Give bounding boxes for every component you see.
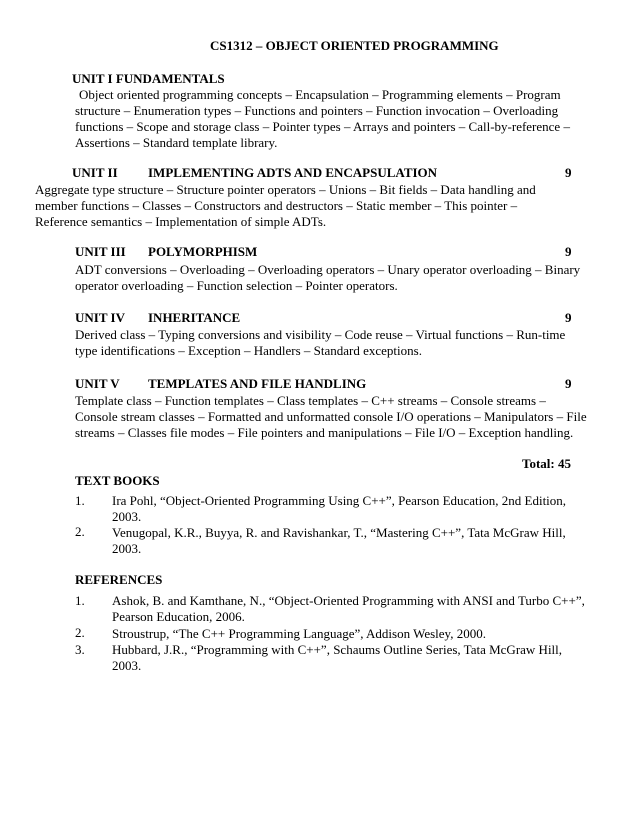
body-line: streams – Classes file modes – File pointers and manipulations – File I/O – Exception handling. xyxy=(75,425,574,440)
unit-title: TEMPLATES AND FILE HANDLING xyxy=(148,376,367,391)
unit-hours: 9 xyxy=(565,310,572,325)
unit-hours: 9 xyxy=(565,165,572,180)
body-line: Reference semantics – Implementation of simple ADTs. xyxy=(35,214,327,229)
list-item-line: Pearson Education, 2006. xyxy=(112,609,245,624)
list-number: 1. xyxy=(75,593,85,608)
list-item-line: 2003. xyxy=(112,509,142,524)
list-item-line: Ira Pohl, “Object-Oriented Programming Using C++”, Pearson Education, 2nd Edition, xyxy=(112,493,567,508)
body-line: ADT conversions – Overloading – Overloading operators – Unary operator overloading – Binary xyxy=(75,262,581,277)
list-number: 2. xyxy=(75,524,85,539)
page-title: CS1312 – OBJECT ORIENTED PROGRAMMING xyxy=(210,38,499,53)
list-number: 3. xyxy=(75,642,85,657)
unit-label: UNIT III xyxy=(75,244,126,259)
list-number: 2. xyxy=(75,625,85,640)
list-number: 1. xyxy=(75,493,85,508)
list-item-line: 2003. xyxy=(112,658,142,673)
unit-title: INHERITANCE xyxy=(148,310,241,325)
body-line: Assertions – Standard template library. xyxy=(75,135,278,150)
list-item-line: Ashok, B. and Kamthane, N., “Object-Oriented Programming with ANSI and Turbo C++”, xyxy=(112,593,585,608)
unit-hours: 9 xyxy=(565,244,572,259)
unit-label: UNIT V xyxy=(75,376,120,391)
list-item-line: Venugopal, K.R., Buyya, R. and Ravishankar, T., “Mastering C++”, Tata McGraw Hill, xyxy=(112,525,566,540)
total-hours: Total: 45 xyxy=(522,456,571,471)
unit-label: UNIT II xyxy=(72,165,118,180)
list-item-line: 2003. xyxy=(112,541,142,556)
body-line: operator overloading – Function selection – Pointer operators. xyxy=(75,278,398,293)
unit-title: IMPLEMENTING ADTS AND ENCAPSULATION xyxy=(148,165,438,180)
body-line: member functions – Classes – Constructors and destructors – Static member – This pointer – xyxy=(35,198,518,213)
body-line: Console stream classes – Formatted and unformatted console I/O operations – Manipulators – File xyxy=(75,409,587,424)
references-heading: REFERENCES xyxy=(75,572,163,587)
body-line: structure – Enumeration types – Functions and pointers – Function invocation – Overloading xyxy=(75,103,559,118)
unit-title: POLYMORPHISM xyxy=(148,244,258,259)
body-line: functions – Scope and storage class – Pointer types – Arrays and pointers – Call-by-reference – xyxy=(75,119,570,134)
list-item-line: Stroustrup, “The C++ Programming Language”, Addison Wesley, 2000. xyxy=(112,626,486,641)
body-line: Object oriented programming concepts – Encapsulation – Programming elements – Program xyxy=(79,87,561,102)
unit-hours: 9 xyxy=(565,376,572,391)
unit-label: UNIT IV xyxy=(75,310,125,325)
text-books-heading: TEXT BOOKS xyxy=(75,473,160,488)
body-line: Aggregate type structure – Structure pointer operators – Unions – Bit fields – Data handling and xyxy=(35,182,536,197)
body-line: Template class – Function templates – Class templates – C++ streams – Console streams – xyxy=(75,393,546,408)
body-line: type identifications – Exception – Handlers – Standard exceptions. xyxy=(75,343,422,358)
list-item-line: Hubbard, J.R., “Programming with C++”, Schaums Outline Series, Tata McGraw Hill, xyxy=(112,642,563,657)
body-line: Derived class – Typing conversions and visibility – Code reuse – Virtual functions – Run-time xyxy=(75,327,566,342)
unit-1-heading: UNIT I FUNDAMENTALS xyxy=(72,71,225,86)
